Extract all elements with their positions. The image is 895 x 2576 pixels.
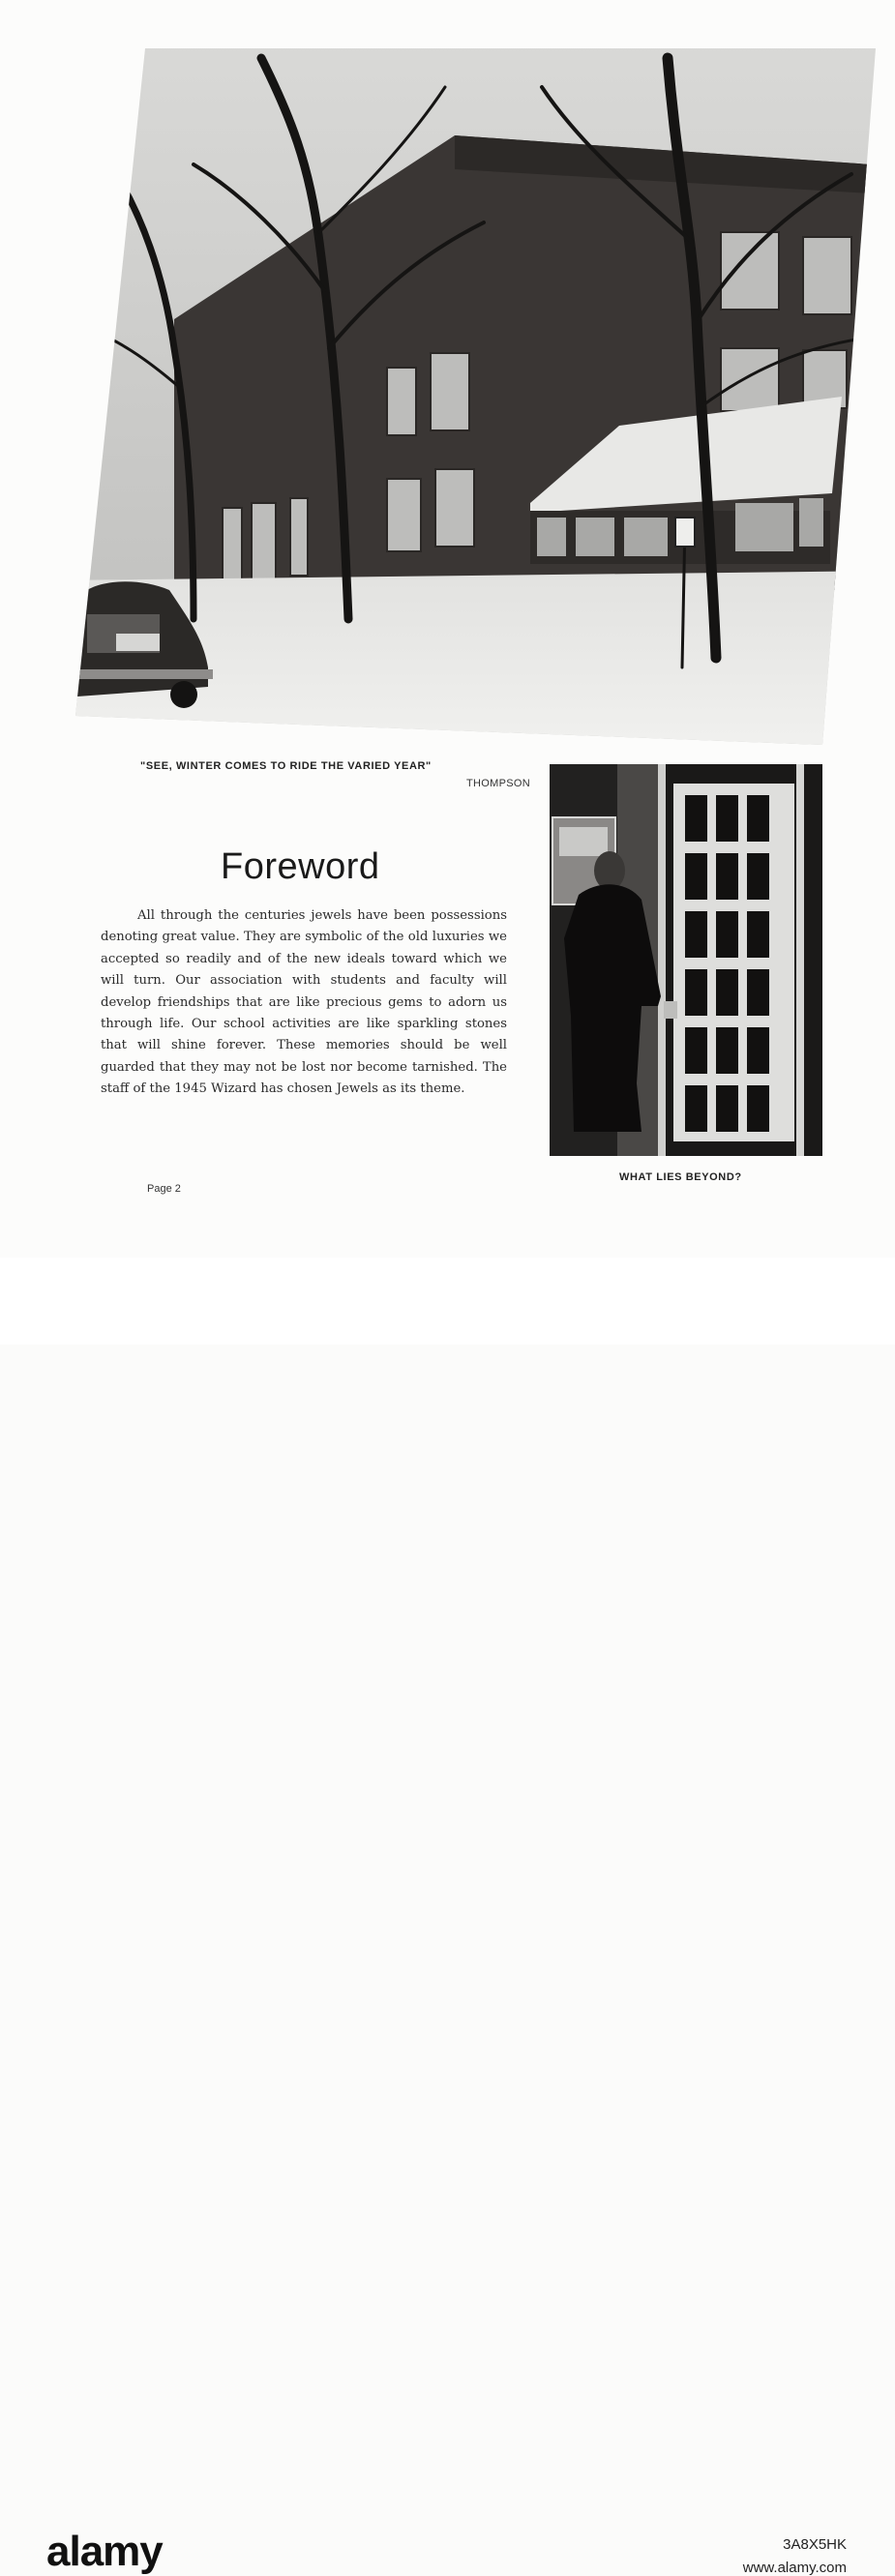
foreword-paragraph: All through the centuries jewels have been possessions denoting great value. They are symbolic of the old luxuries we accepted so readily and of the new ideals toward which we will turn. Our association with students and faculty will develop friendships that are like precious gems to adorn us through life. Our school activities are like sparkling stones that will shine forever. These memories should be well guarded that they may not be lost nor become tarnished. The staff of the 1945 Wizard has chosen Jewels as its theme. — [101, 908, 507, 1097]
page-number: Page 2 — [147, 1183, 181, 1195]
photo-caption-quote: "SEE, WINTER COMES TO RIDE THE VARIED YEAR" — [140, 760, 432, 772]
watermark-strip — [0, 1258, 895, 2576]
site-url: www.alamy.com — [742, 2560, 847, 2576]
page-title: Foreword — [221, 846, 380, 887]
alamy-logo: alamy — [46, 2528, 163, 2575]
winter-building-photo — [0, 0, 895, 755]
door-photo — [550, 764, 822, 1156]
yearbook-page — [0, 0, 895, 1258]
quote-author: THOMPSON — [466, 778, 530, 789]
image-id: 3A8X5HK — [783, 2536, 847, 2553]
door-photo-caption: WHAT LIES BEYOND? — [619, 1171, 742, 1183]
